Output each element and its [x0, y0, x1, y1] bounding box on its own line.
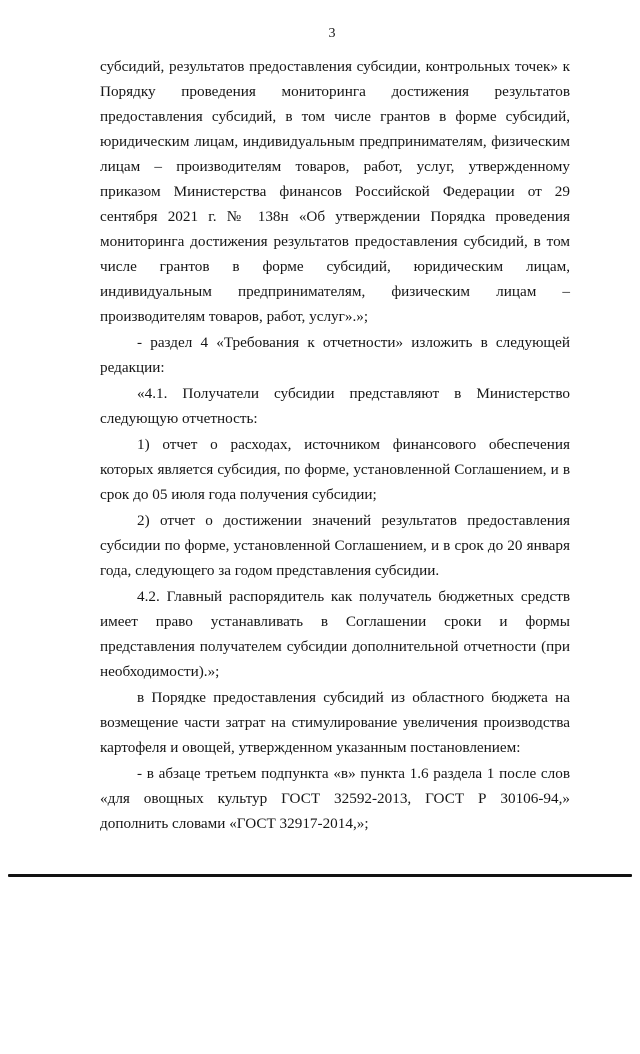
bottom-scan-line — [8, 874, 632, 877]
paragraph: субсидий, результатов предоставления субсидии, контрольных точек» к Порядку проведения мониторинга достижения результатов предоставления субсидий, в том числе грантов в форме субсидий, юридическим лицам, индивидуальным предпринимателям, физическим лицам – производителям товаров, работ, услуг, утвержденному приказом Министерства финансов Российской Федерации от 29 сентября 2021 г. № 138н «Об утверждении Порядка проведения мониторинга достижения результатов предоставления субсидий, в том числе грантов в форме субсидий, юридическим лицам, индивидуальным предпринимателям, физическим лицам – производителям товаров, работ, услуг».»; — [100, 58, 570, 325]
paragraph: в Порядке предоставления субсидий из областного бюджета на возмещение части затрат на стимулирование увеличения производства картофеля и овощей, утвержденном указанным постановлением: — [100, 689, 570, 756]
paragraph: 2) отчет о достижении значений результатов предоставления субсидии по форме, установленной Соглашением, и в срок до 20 января года, следующего за годом представления субсидии. — [100, 512, 570, 579]
paragraph: - в абзаце третьем подпункта «в» пункта 1.6 раздела 1 после слов «для овощных культур ГОСТ 32592-2013, ГОСТ Р 30106-94,» дополнить словами «ГОСТ 32917-2014,»; — [100, 765, 570, 832]
paragraph: - раздел 4 «Требования к отчетности» изложить в следующей редакции: — [100, 334, 570, 376]
document-body — [100, 54, 570, 837]
paragraph: 1) отчет о расходах, источником финансового обеспечения которых является субсидия, по форме, установленной Соглашением, и в срок до 05 июля года получения субсидии; — [100, 436, 570, 503]
paragraph: «4.1. Получатели субсидии представляют в Министерство следующую отчетность: — [100, 385, 570, 427]
paragraph: 4.2. Главный распорядитель как получатель бюджетных средств имеет право устанавливать в Соглашении сроки и формы представления получателем субсидии дополнительной отчетности (при необходимости).»; — [100, 588, 570, 680]
page-number: 3 — [328, 26, 336, 41]
